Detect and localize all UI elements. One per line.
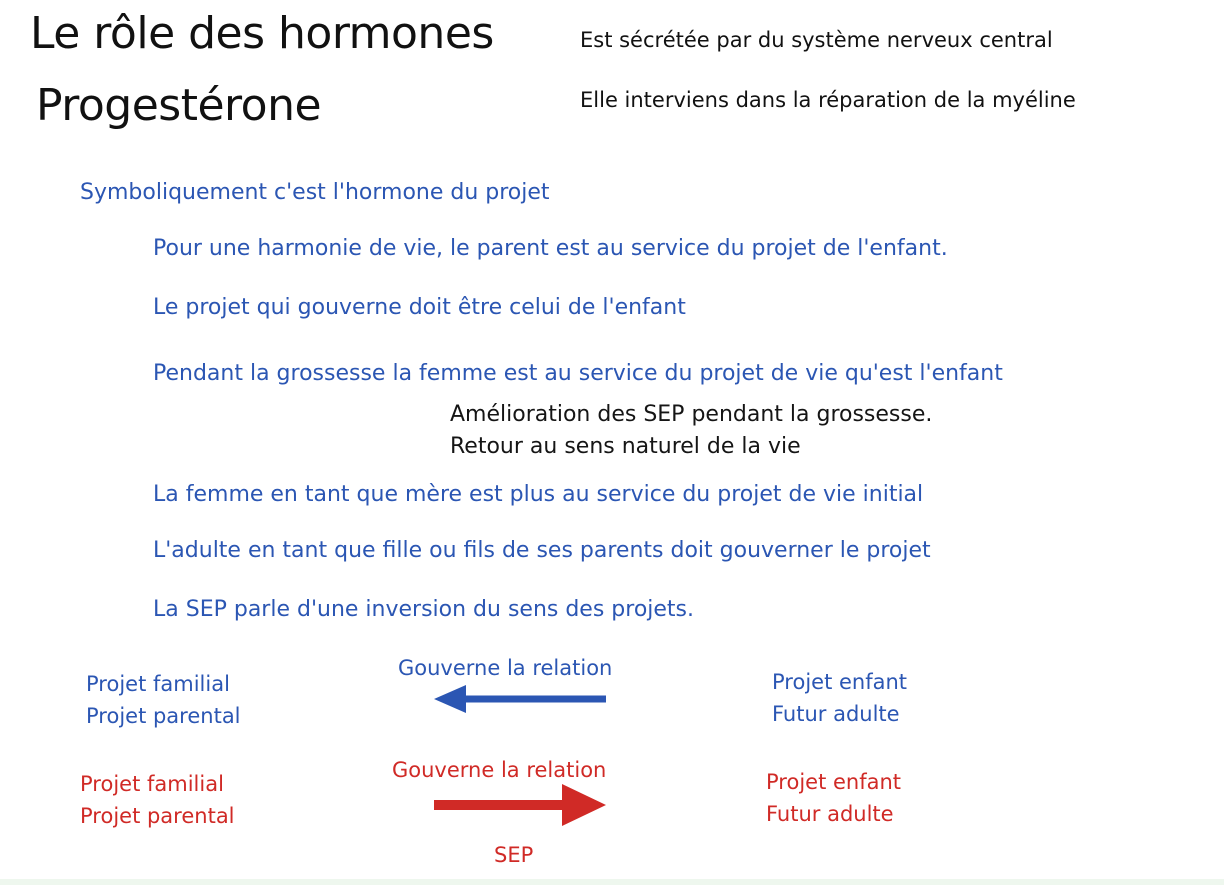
side-note-secretion: Est sécrétée par du système nerveux central [580, 28, 1053, 52]
normal-left-parental: Projet parental [86, 704, 241, 728]
point-governing-project: Le projet qui gouverne doit être celui de l'enfant [153, 295, 686, 320]
point-sep-inversion: La SEP parle d'une inversion du sens des projets. [153, 597, 695, 622]
sep-caption: SEP [494, 843, 534, 867]
normal-right-child: Projet enfant [772, 670, 908, 694]
sep-right-child: Projet enfant [766, 770, 902, 794]
intro-line: Symboliquement c'est l'hormone du projet [80, 180, 550, 205]
normal-left-familial: Projet familial [86, 672, 230, 696]
sep-left-group [80, 768, 235, 832]
sep-left-parental: Projet parental [80, 804, 235, 828]
normal-right-adult: Futur adulte [772, 702, 900, 726]
side-note-myelin: Elle interviens dans la réparation de la myéline [580, 88, 1076, 112]
sep-left-familial: Projet familial [80, 772, 224, 796]
sub-point-improvement: Amélioration des SEP pendant la grossesse. [450, 402, 933, 427]
slide-title: Le rôle des hormones [30, 8, 494, 59]
point-adult: L'adulte en tant que fille ou fils de ses parents doit gouverner le projet [153, 538, 931, 563]
point-mother: La femme en tant que mère est plus au service du projet de vie initial [153, 482, 924, 507]
sub-point-return: Retour au sens naturel de la vie [450, 434, 801, 459]
normal-right-group [772, 666, 907, 730]
sep-right-group [766, 766, 901, 830]
right-arrow-icon [432, 782, 612, 828]
normal-left-group [86, 668, 241, 732]
slide-subtitle: Progestérone [36, 80, 322, 131]
sep-right-adult: Futur adulte [766, 802, 894, 826]
bottom-bar [0, 879, 1224, 885]
sep-arrow-label: Gouverne la relation [392, 758, 607, 782]
point-pregnancy: Pendant la grossesse la femme est au service du projet de vie qu'est l'enfant [153, 361, 1003, 386]
left-arrow-icon [432, 682, 612, 716]
point-harmony: Pour une harmonie de vie, le parent est au service du projet de l'enfant. [153, 236, 948, 261]
normal-arrow-label: Gouverne la relation [398, 656, 613, 680]
